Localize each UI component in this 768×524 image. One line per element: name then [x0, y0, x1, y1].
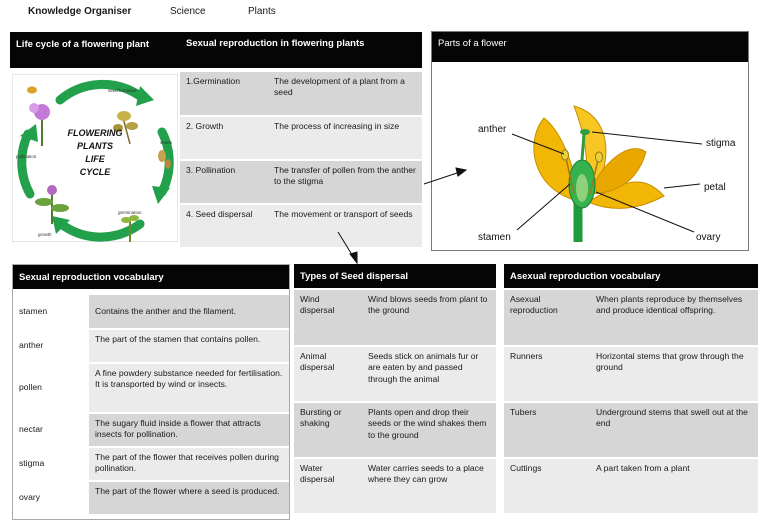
stage-term: 4. Seed dispersal — [180, 204, 268, 248]
vocab-desc: The part of the flower where a seed is produced. — [89, 481, 289, 515]
flower-parts-title: Parts of a flower — [432, 32, 748, 62]
stage-desc: The movement or transport of seeds — [268, 204, 422, 248]
asexual-vocab-panel — [504, 264, 758, 520]
stage-desc: The transfer of pollen from the anther to the stigma — [268, 160, 422, 204]
sexual-vocab-title: Sexual reproduction vocabulary — [13, 265, 289, 289]
anther-shape — [596, 152, 603, 162]
stage-seeds: seeds — [160, 140, 173, 145]
dispersal-desc: Water carries seeds to a place where they can grow — [362, 458, 496, 514]
label-anther: anther — [478, 124, 507, 135]
lifecycle-diagram — [12, 74, 178, 242]
stage-growth: growth — [38, 232, 52, 237]
asexual-term: Runners — [504, 346, 590, 402]
dispersal-desc: Wind blows seeds from plant to the ground — [362, 290, 496, 346]
stage-germination: germination — [118, 210, 142, 215]
cycle-center-line-4: CYCLE — [79, 167, 111, 177]
vocab-term: anther — [13, 329, 89, 363]
vocab-desc: Contains the anther and the filament. — [89, 295, 289, 329]
dispersal-term: Wind dispersal — [294, 290, 362, 346]
topic-label: Plants — [248, 6, 276, 17]
dispersal-term: Animal dispersal — [294, 346, 362, 402]
stigma-shape — [580, 129, 590, 135]
vocab-desc: The part of the stamen that contains pollen. — [89, 329, 289, 363]
seed-dispersal-title: Types of Seed dispersal — [294, 264, 496, 288]
anther-shape — [562, 150, 569, 160]
stage-term: 1.Germination — [180, 72, 268, 116]
vocab-desc: A fine powdery substance needed for fertilisation. It is transported by wind or insects. — [89, 363, 289, 413]
stage-desc: The development of a plant from a seed — [268, 72, 422, 116]
cycle-center-line-1: FLOWERING — [67, 128, 123, 138]
vocab-term: nectar — [13, 413, 89, 447]
asexual-vocab-title: Asexual reproduction vocabulary — [504, 264, 758, 288]
asexual-term: Tubers — [504, 402, 590, 458]
sexual-vocab-panel — [12, 264, 290, 520]
cycle-center-line-3: LIFE — [85, 154, 105, 164]
seed-dispersal-panel — [294, 264, 496, 520]
label-petal: petal — [704, 182, 726, 193]
sexual-repro-panel — [180, 32, 422, 246]
stage-desc: The process of increasing in size — [268, 116, 422, 160]
vocab-desc: The sugary fluid inside a flower that attracts insects for pollination. — [89, 413, 289, 447]
vocab-term: pollen — [13, 363, 89, 413]
stage-pollination: pollination — [16, 154, 37, 159]
bee-icon — [27, 87, 37, 94]
stage-term: 3. Pollination — [180, 160, 268, 204]
subject-label: Science — [170, 6, 206, 17]
dispersal-term: Bursting or shaking — [294, 402, 362, 458]
stage-seed-formation: seed formation — [108, 88, 138, 93]
flower-diagram — [432, 62, 748, 250]
stage-term: 2. Growth — [180, 116, 268, 160]
asexual-desc: Underground stems that swell out at the end — [590, 402, 758, 458]
dispersal-desc: Seeds stick on animals fur or are eaten by and passed through the animal — [362, 346, 496, 402]
asexual-desc: Horizontal stems that grow through the ground — [590, 346, 758, 402]
asexual-term: Cuttings — [504, 458, 590, 514]
lifecycle-title: Life cycle of a flowering plant — [10, 32, 180, 68]
dispersal-desc: Plants open and drop their seeds or the wind shakes them to the ground — [362, 402, 496, 458]
vocab-desc: The part of the flower that receives pollen during pollination. — [89, 447, 289, 481]
vocab-term: stigma — [13, 447, 89, 481]
asexual-term: Asexual reproduction — [504, 290, 590, 346]
label-stigma: stigma — [706, 138, 736, 149]
style-shape — [582, 134, 584, 160]
dispersal-term: Water dispersal — [294, 458, 362, 514]
label-stamen: stamen — [478, 232, 511, 243]
asexual-desc: When plants reproduce by themselves and produce identical offspring. — [590, 290, 758, 346]
sexual-repro-title: Sexual reproduction in flowering plants — [180, 32, 422, 68]
label-ovary: ovary — [696, 232, 721, 243]
lifecycle-panel — [10, 32, 180, 244]
vocab-term: ovary — [13, 481, 89, 515]
page-title: Knowledge Organiser — [28, 6, 132, 17]
cycle-center-line-2: PLANTS — [77, 141, 113, 151]
vocab-term: stamen — [13, 295, 89, 329]
ovule-shape — [576, 174, 588, 202]
asexual-desc: A part taken from a plant — [590, 458, 758, 514]
flower-parts-panel — [431, 31, 749, 251]
